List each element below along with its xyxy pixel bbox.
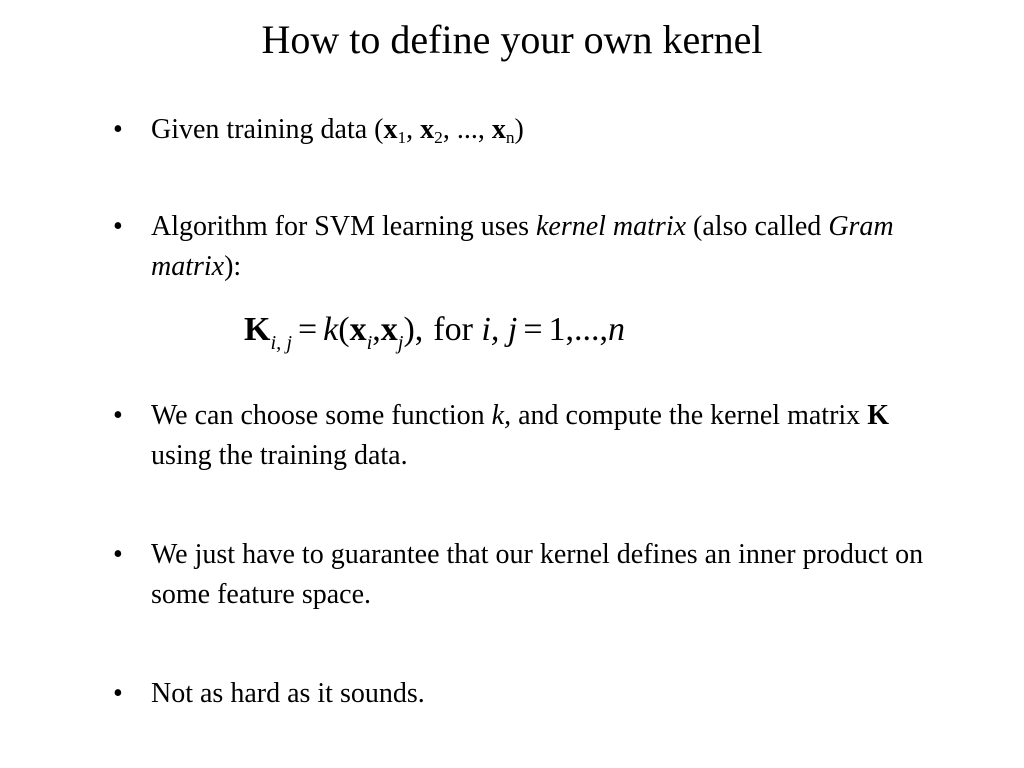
vector-xj: x [380,311,398,348]
vector-xn: x [491,114,506,145]
text-segment: and compute the kernel matrix [511,400,868,431]
kernel-function-k: k [323,311,339,348]
closing-paren: ) [514,114,524,145]
subscript-2: 2 [434,128,443,148]
bullet-choose-function [113,396,933,476]
matrix-K: K [244,311,271,348]
index-ij: i, j [481,311,518,348]
subscript-1: 1 [397,128,407,148]
bullet-icon: • [113,114,123,145]
bullet-inner-product [113,535,933,615]
vector-xi: x [349,311,367,348]
bullet-icon: • [113,211,123,242]
matrix-K: K [867,400,889,431]
for-word: for [433,311,473,348]
kernel-formula [244,304,625,356]
bullet-text [151,396,933,476]
text-segment: (also called [686,211,829,242]
text-segment: using the training data. [151,440,408,471]
bullet-icon: • [113,400,123,431]
xj-subscript: j [397,332,404,355]
vector-x1: x [383,114,398,145]
text-segment: We can choose some function [151,400,492,431]
equals-sign: = [297,311,318,348]
bullet-lead: Given training data ( [151,114,384,145]
index-n: n [608,311,626,348]
bullet-text: Not as hard as it sounds. [151,678,425,709]
text-segment: Algorithm for SVM learning uses [151,211,536,242]
close-paren: ), [403,311,424,348]
slide-title: How to define your own kernel [261,17,763,62]
index-range: 1,..., [548,311,609,348]
bullet-not-hard [113,674,933,714]
subscript-n: n [505,128,515,148]
equals-sign-2: = [523,311,543,348]
comma: , [372,311,381,348]
bullet-icon: • [113,539,123,570]
term-kernel-matrix: kernel matrix [535,211,687,242]
bullet-text [151,110,933,150]
bullet-training-data [113,110,933,150]
bullet-text [151,207,933,287]
bullet-text: We just have to guarantee that our kernel defines an inner product on some feature space. [151,539,924,610]
text-segment: ): [224,251,242,282]
function-k: k, [491,400,512,431]
xi-subscript: i [366,332,373,355]
term-gram-matrix: Gram matrix [151,211,894,282]
separator-ellipsis: , ..., [442,114,492,145]
bullet-kernel-matrix [113,207,933,287]
open-paren: ( [338,311,350,348]
separator: , [406,114,421,145]
K-subscript: i, j [270,332,292,355]
vector-x2: x [420,114,435,145]
bullet-icon: • [113,678,123,709]
